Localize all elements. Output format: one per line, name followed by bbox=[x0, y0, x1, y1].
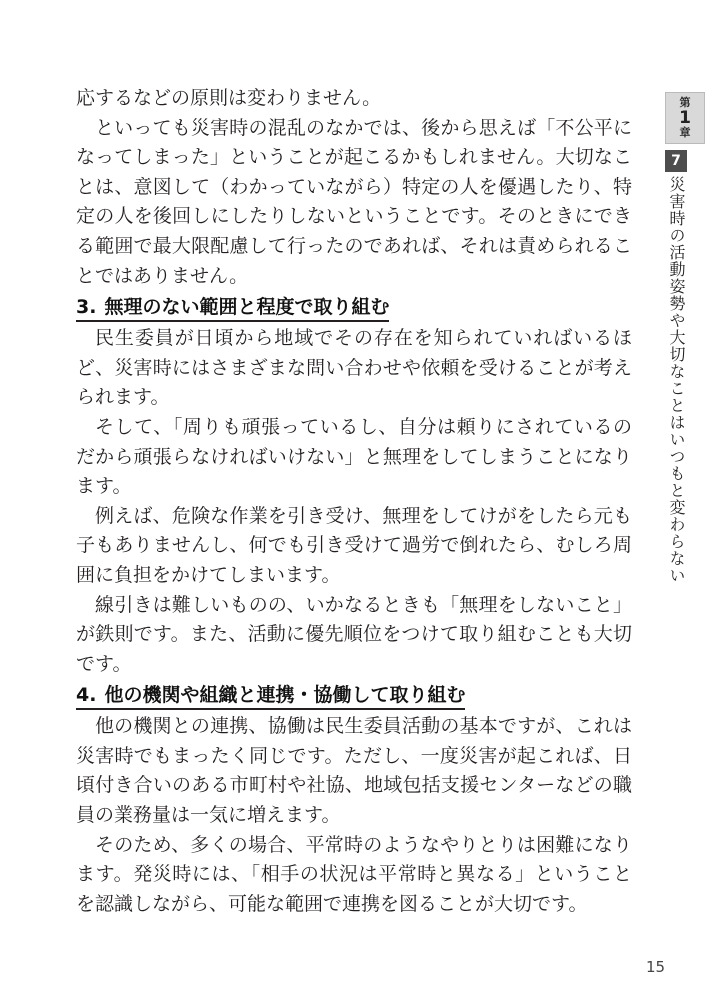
section-vertical-title: 災害時の活動姿勢や大切なことはいつもと変わらない bbox=[667, 176, 686, 584]
chapter-number-box bbox=[665, 92, 705, 144]
paragraph: といっても災害時の混乱のなかでは、後から思えば「不公平になってしまった」ということが起こるかもしれません。大切なことは、意図して（わかっていながら）特定の人を優遇したり、特定の人を後回しにしたりしないということです。そのときにできる範囲で最大限配慮して行ったのであれば、それは責められることではありません。 bbox=[76, 116, 632, 287]
heading-text: 無理のない範囲と程度で取り組む bbox=[104, 296, 390, 319]
heading-text: 他の機関や組織と連携・協働して取り組む bbox=[104, 684, 466, 707]
paragraph: そして、「周りも頑張っているし、自分は頼りにされているのだから頑張らなければいけない」と無理をしてしまうことになります。 bbox=[76, 415, 632, 498]
page-number: 15 bbox=[646, 958, 666, 976]
paragraph: 他の機関との連携、協働は民生委員活動の基本ですが、これは災害時でもまったく同じです。ただし、一度災害が起これば、日頃付き合いのある市町村や社協、地域包括支援センターなどの職員の業務量は一気に増えます。 bbox=[76, 715, 632, 827]
chapter-tab bbox=[665, 92, 705, 584]
paragraph: そのため、多くの場合、平常時のようなやりとりは困難になります。発災時には、「相手の状況は平常時と異なる」ということを認識しながら、可能な範囲で連携を図ることが大切です。 bbox=[76, 833, 632, 915]
paragraph: 応するなどの原則は変わりません。 bbox=[76, 87, 382, 109]
chapter-prefix: 第 bbox=[679, 96, 691, 109]
heading-number: 4. bbox=[76, 684, 97, 707]
heading-number: 3. bbox=[76, 296, 97, 319]
paragraph: 線引きは難しいものの、いかなるときも「無理をしないこと」が鉄則です。また、活動に優先順位をつけて取り組むことも大切です。 bbox=[76, 593, 632, 675]
paragraph: 例えば、危険な作業を引き受け、無理をしてけがをしたら元も子もありませんし、何でも引き受けて過労で倒れたら、むしろ周囲に負担をかけてしまいます。 bbox=[76, 504, 632, 586]
chapter-suffix: 章 bbox=[679, 126, 691, 139]
chapter-number: 1 bbox=[679, 108, 691, 128]
main-content bbox=[76, 84, 632, 919]
paragraph: 民生委員が日頃から地域でその存在を知られていればいるほど、災害時にはさまざまな問い合わせや依頼を受けることが考えられます。 bbox=[76, 327, 632, 409]
section-number-box: 7 bbox=[665, 150, 687, 172]
section-heading-3 bbox=[76, 295, 389, 322]
section-heading-4 bbox=[76, 683, 465, 710]
